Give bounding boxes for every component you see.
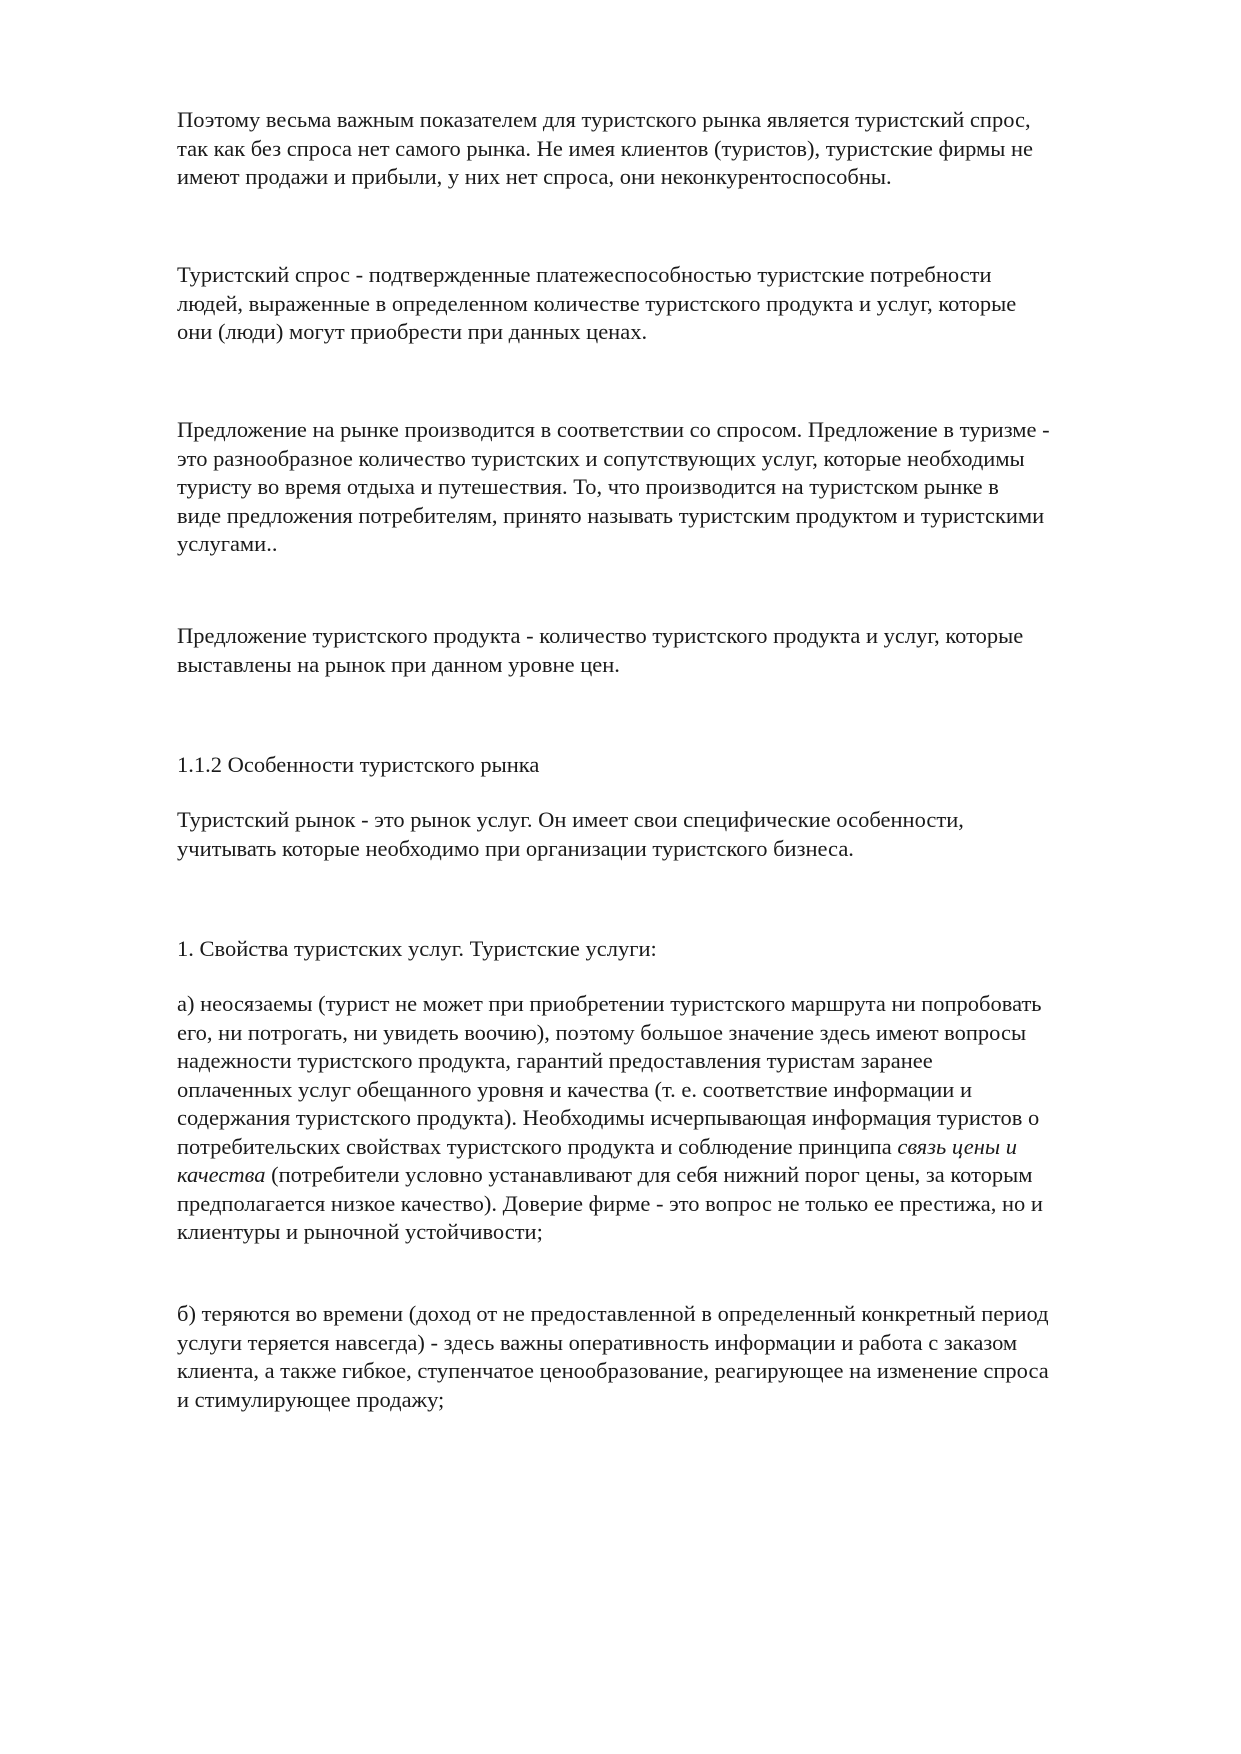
text-line: 1. Свойства туристских услуг. Туристские услуги:: [177, 936, 657, 961]
text-line: б) теряются во времени (доход от не предоставленной в определенный конкретный период: [177, 1301, 1049, 1326]
text-line: его, ни потрогать, ни увидеть воочию), поэтому большое значение здесь имеют вопросы: [177, 1019, 1027, 1045]
text-line: а) неосязаемы (турист не может при приобретении туристского маршрута ни попробовать: [177, 991, 1042, 1016]
italic-phrase: качества: [177, 1162, 266, 1187]
text-line: надежности туристского продукта, гарантий предоставления туристам заранее: [177, 1048, 933, 1073]
text-line: Туристский спрос - подтвержденные платежеспособностью туристские потребности: [177, 262, 992, 287]
text-line: виде предложения потребителям, принято называть туристским продуктом и туристскими: [177, 502, 1045, 528]
text-line: выставлены на рынок при данном уровне цен.: [177, 651, 620, 677]
text-line: клиента, а также гибкое, ступенчатое ценообразование, реагирующее на изменение спроса: [177, 1358, 1049, 1383]
paragraph-tourist-demand-definition: [177, 261, 1177, 347]
text-line: и стимулирующее продажу;: [177, 1386, 445, 1412]
text-line: услуги теряется навсегда) - здесь важны оперативность информации и работа с заказом: [177, 1329, 1018, 1355]
text-line: людей, выраженные в определенном количестве туристского продукта и услуг, которые: [177, 290, 1017, 316]
text-line: Поэтому весьма важным показателем для туристского рынка является туристский спрос,: [177, 107, 1031, 132]
paragraph-services-market: [177, 806, 1177, 863]
text-line: Предложение на рынке производится в соответствии со спросом. Предложение в туризме -: [177, 417, 1050, 442]
text-segment: (потребители условно устанавливают для себя нижний порог цены, за которым: [265, 1162, 1033, 1187]
paragraph-intangible: [177, 990, 1177, 1247]
section-heading: [177, 751, 1177, 780]
text-line: имеют продажи и прибыли, у них нет спроса, они неконкурентоспособны.: [177, 164, 892, 189]
text-line: [177, 1161, 1177, 1190]
paragraph-demand-importance: [177, 106, 1177, 192]
text-segment: потребительских свойствах туристского продукта и соблюдение принципа: [177, 1133, 898, 1159]
text-line: клиентуры и рыночной устойчивости;: [177, 1219, 543, 1244]
text-line: Туристский рынок - это рынок услуг. Он имеет свои специфические особенности,: [177, 807, 964, 832]
paragraph-product-supply-definition: [177, 622, 1177, 679]
text-line: оплаченных услуг обещанного уровня и качества (т. е. соответствие информации и: [177, 1076, 972, 1102]
section-heading-text: 1.1.2 Особенности туристского рынка: [177, 752, 540, 777]
text-line: Предложение туристского продукта - количество туристского продукта и услуг, которые: [177, 623, 1024, 648]
text-line: предполагается низкое качество). Доверие фирме - это вопрос не только ее престижа, но и: [177, 1190, 1043, 1216]
paragraph-service-properties: [177, 935, 1177, 964]
text-line: услугами..: [177, 531, 278, 556]
text-line: содержания туристского продукта). Необходимы исчерпывающая информация туристов о: [177, 1105, 1040, 1130]
text-line: туристу во время отдыха и путешествия. То, что производится на туристском рынке в: [177, 474, 999, 499]
text-line: они (люди) могут приобрести при данных ценах.: [177, 319, 648, 344]
paragraph-supply: [177, 416, 1177, 559]
text-line: [177, 1133, 1177, 1162]
italic-phrase: связь цены и: [897, 1133, 1017, 1159]
text-line: учитывать которые необходимо при организации туристского бизнеса.: [177, 835, 854, 861]
paragraph-perishable: [177, 1300, 1177, 1414]
text-line: так как без спроса нет самого рынка. Не имея клиентов (туристов), туристские фирмы не: [177, 135, 1034, 161]
text-line: это разнообразное количество туристских и сопутствующих услуг, которые необходимы: [177, 445, 1025, 471]
